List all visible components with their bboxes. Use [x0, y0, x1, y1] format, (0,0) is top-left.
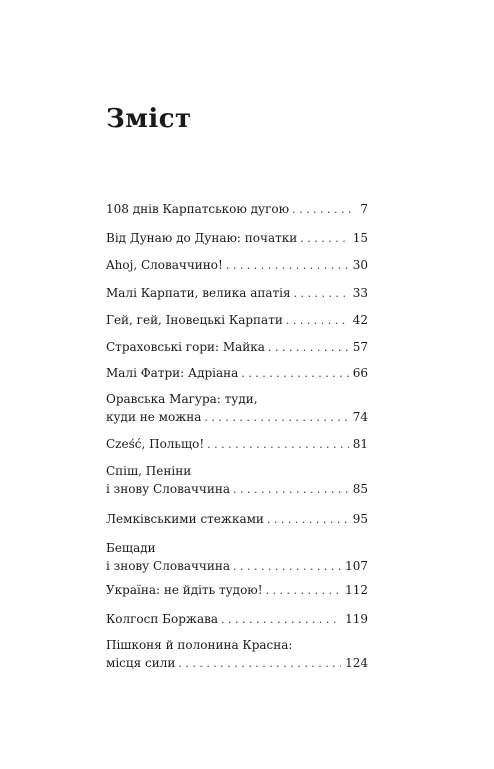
- dot-leader: [267, 511, 349, 529]
- toc-entry[interactable]: [106, 229, 368, 248]
- toc-page-number: 112: [345, 583, 368, 597]
- toc-entry-title-line: Оравська Магура: туди,: [106, 392, 258, 406]
- toc-entry-title-line: Пішконя й полонина Красна:: [106, 638, 293, 652]
- toc-entry[interactable]: [106, 539, 368, 576]
- toc-entry-title: Ahoj, Словаччино!: [106, 258, 223, 272]
- toc-page-number: 66: [352, 366, 368, 380]
- toc-page-number: 57: [352, 340, 368, 354]
- toc-entry[interactable]: [106, 200, 368, 219]
- toc-entry[interactable]: [106, 435, 368, 454]
- toc-page-number: 42: [352, 313, 368, 327]
- dot-leader: [292, 201, 356, 219]
- dot-leader: [233, 481, 349, 499]
- toc-entry-title: Малі Карпати, велика апатія: [106, 286, 291, 300]
- toc-entry[interactable]: [106, 390, 368, 427]
- toc-page-number: 74: [352, 410, 368, 424]
- toc-page-number: 107: [345, 559, 368, 573]
- toc-entry-title: Страховські гори: Майка: [106, 340, 265, 354]
- toc-entry[interactable]: [106, 311, 368, 330]
- dot-leader: [221, 611, 341, 629]
- toc-entry-title: Лемківськими стежками: [106, 512, 264, 526]
- toc-page-number: 15: [352, 231, 368, 245]
- dot-leader: [233, 558, 341, 576]
- toc-entry[interactable]: [106, 364, 368, 383]
- dot-leader: [268, 339, 349, 357]
- toc-entry-title: Від Дунаю до Дунаю: початки: [106, 231, 298, 245]
- dot-leader: [266, 582, 342, 600]
- toc-page-number: 124: [345, 656, 368, 670]
- toc-entry[interactable]: [106, 284, 368, 303]
- toc-entry-title: 108 днів Карпатською дугою: [106, 202, 290, 216]
- toc-page-number: 119: [345, 612, 368, 626]
- toc-entry-title: Україна: не йдіть тудою!: [106, 583, 263, 597]
- toc-entry-title: місця сили: [106, 656, 176, 670]
- toc-entry[interactable]: [106, 510, 368, 529]
- toc-entry-title: і знову Словаччина: [106, 559, 231, 573]
- toc-page-number: 85: [352, 482, 368, 496]
- toc-entry-title-line: Спіш, Пеніни: [106, 464, 192, 478]
- toc-entry-title: Колгосп Боржава: [106, 612, 219, 626]
- toc-page-number: 81: [352, 437, 368, 451]
- toc-entry[interactable]: [106, 636, 368, 673]
- dot-leader: [241, 365, 348, 383]
- toc-entry[interactable]: [106, 581, 368, 600]
- dot-leader: [226, 257, 349, 275]
- dot-leader: [178, 655, 341, 673]
- toc-entry[interactable]: [106, 610, 368, 629]
- dot-leader: [300, 230, 348, 248]
- toc-page-number: 95: [352, 512, 368, 526]
- dot-leader: [286, 312, 349, 330]
- dot-leader: [207, 436, 349, 454]
- toc-page-number: 7: [360, 202, 368, 216]
- toc-entry-title-line: Бещади: [106, 541, 156, 555]
- toc-entry-title: Малі Фатри: Адріана: [106, 366, 239, 380]
- toc-entry[interactable]: [106, 462, 368, 499]
- dot-leader: [294, 285, 349, 303]
- page-title: Зміст: [106, 104, 192, 134]
- toc-entry[interactable]: [106, 256, 368, 275]
- toc-entry-title: і знову Словаччина: [106, 482, 231, 496]
- toc-entry[interactable]: [106, 338, 368, 357]
- toc-page-number: 30: [352, 258, 368, 272]
- toc-entry-title: куди не можна: [106, 410, 202, 424]
- dot-leader: [204, 409, 348, 427]
- toc-page-number: 33: [352, 286, 368, 300]
- toc-entry-title: Гей, гей, Іновецькі Карпати: [106, 313, 283, 327]
- toc-entry-title: Cześć, Польщо!: [106, 437, 205, 451]
